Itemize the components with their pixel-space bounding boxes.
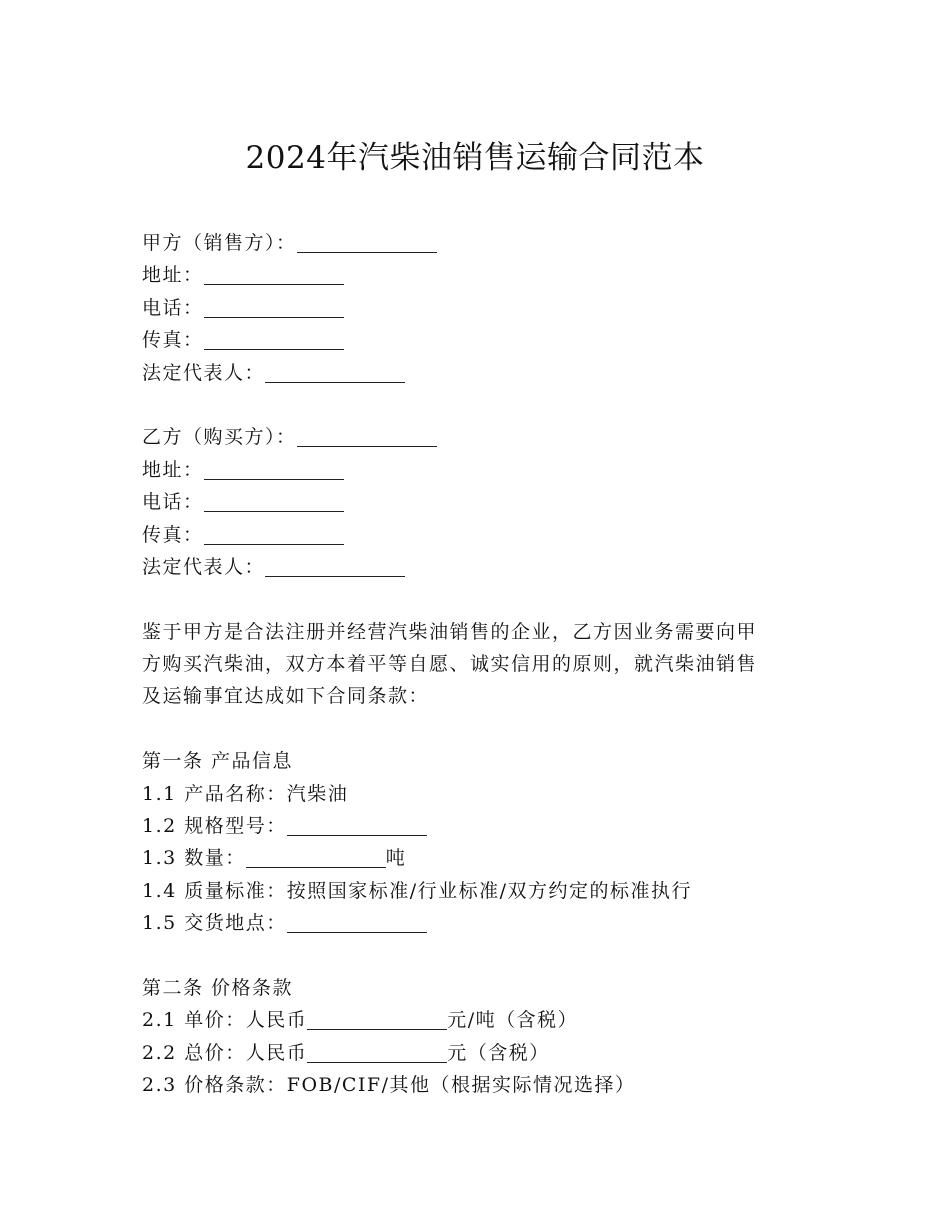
party-b-fax-blank[interactable]	[204, 524, 344, 545]
party-a-fax-line	[142, 324, 822, 356]
party-b-name-blank[interactable]	[297, 426, 437, 447]
party-a-phone-label: 电话：	[142, 296, 204, 319]
total-price-blank[interactable]	[307, 1042, 447, 1063]
quantity-label: 1.3 数量：	[142, 847, 246, 870]
party-a-phone-blank[interactable]	[204, 297, 344, 318]
spacer	[142, 583, 822, 615]
party-a-legal-rep-label: 法定代表人：	[142, 361, 266, 384]
article-2-item-2	[142, 1037, 822, 1069]
party-a-address-label: 地址：	[142, 264, 204, 287]
article-2-item-3: 2.3 价格条款：FOB/CIF/其他（根据实际情况选择）	[142, 1074, 636, 1097]
document-title: 2024年汽柴油销售运输合同范本	[245, 140, 705, 176]
article-2-item-1	[142, 1004, 822, 1036]
party-b-phone-label: 电话：	[142, 491, 204, 514]
party-b-address-line	[142, 454, 822, 486]
party-b-fax-label: 传真：	[142, 523, 204, 546]
party-b-legal-rep-line	[142, 551, 822, 583]
party-a-heading: 甲方（销售方）：	[142, 232, 297, 254]
unit-price-label: 2.1 单价：人民币	[142, 1009, 308, 1032]
party-b-heading-line	[142, 421, 822, 453]
delivery-place-label: 1.5 交货地点：	[142, 912, 287, 935]
total-price-label: 2.2 总价：人民币	[142, 1041, 308, 1064]
party-a-phone-line	[142, 292, 822, 324]
quantity-unit: 吨	[385, 847, 407, 870]
party-b-heading: 乙方（购买方）：	[142, 426, 297, 449]
spec-label: 1.2 规格型号：	[142, 815, 287, 838]
party-a-fax-blank[interactable]	[204, 329, 344, 350]
contract-body	[142, 227, 822, 1102]
party-b-phone-blank[interactable]	[204, 491, 344, 512]
article-1-item-2	[142, 810, 822, 842]
party-a-heading-line	[142, 227, 822, 259]
preamble-line: 及运输事宜达成如下合同条款：	[142, 685, 430, 708]
party-b-fax-line	[142, 519, 822, 551]
party-b-legal-rep-label: 法定代表人：	[142, 555, 266, 578]
delivery-place-blank[interactable]	[287, 912, 427, 933]
article-2-heading: 第二条 价格条款	[142, 976, 294, 999]
party-a-name-blank[interactable]	[297, 232, 437, 253]
party-b-phone-line	[142, 486, 822, 518]
unit-price-unit: 元/吨（含税）	[447, 1009, 579, 1032]
party-a-legal-rep-line	[142, 357, 822, 389]
party-b-address-blank[interactable]	[204, 459, 344, 480]
party-a-legal-rep-blank[interactable]	[265, 362, 405, 383]
quantity-blank[interactable]	[246, 847, 386, 868]
preamble-line: 鉴于甲方是合法注册并经营汽柴油销售的企业，乙方因业务需要向甲	[142, 620, 758, 643]
party-a-fax-label: 传真：	[142, 329, 204, 352]
article-1-item-3	[142, 842, 822, 874]
spacer	[142, 389, 822, 421]
preamble-line: 方购买汽柴油，双方本着平等自愿、诚实信用的原则，就汽柴油销售	[142, 653, 758, 676]
spacer	[142, 940, 822, 972]
unit-price-blank[interactable]	[307, 1009, 447, 1030]
article-1-item-4: 1.4 质量标准：按照国家标准/行业标准/双方约定的标准执行	[142, 879, 693, 902]
article-1-item-1: 1.1 产品名称：汽柴油	[142, 782, 349, 805]
spec-blank[interactable]	[287, 815, 427, 836]
party-b-address-label: 地址：	[142, 458, 204, 481]
spacer	[142, 713, 822, 745]
total-price-unit: 元（含税）	[447, 1041, 550, 1064]
party-a-address-blank[interactable]	[204, 264, 344, 285]
party-b-legal-rep-blank[interactable]	[265, 556, 405, 577]
article-1-heading: 第一条 产品信息	[142, 750, 294, 773]
article-1-item-5	[142, 907, 822, 939]
party-a-address-line	[142, 259, 822, 291]
